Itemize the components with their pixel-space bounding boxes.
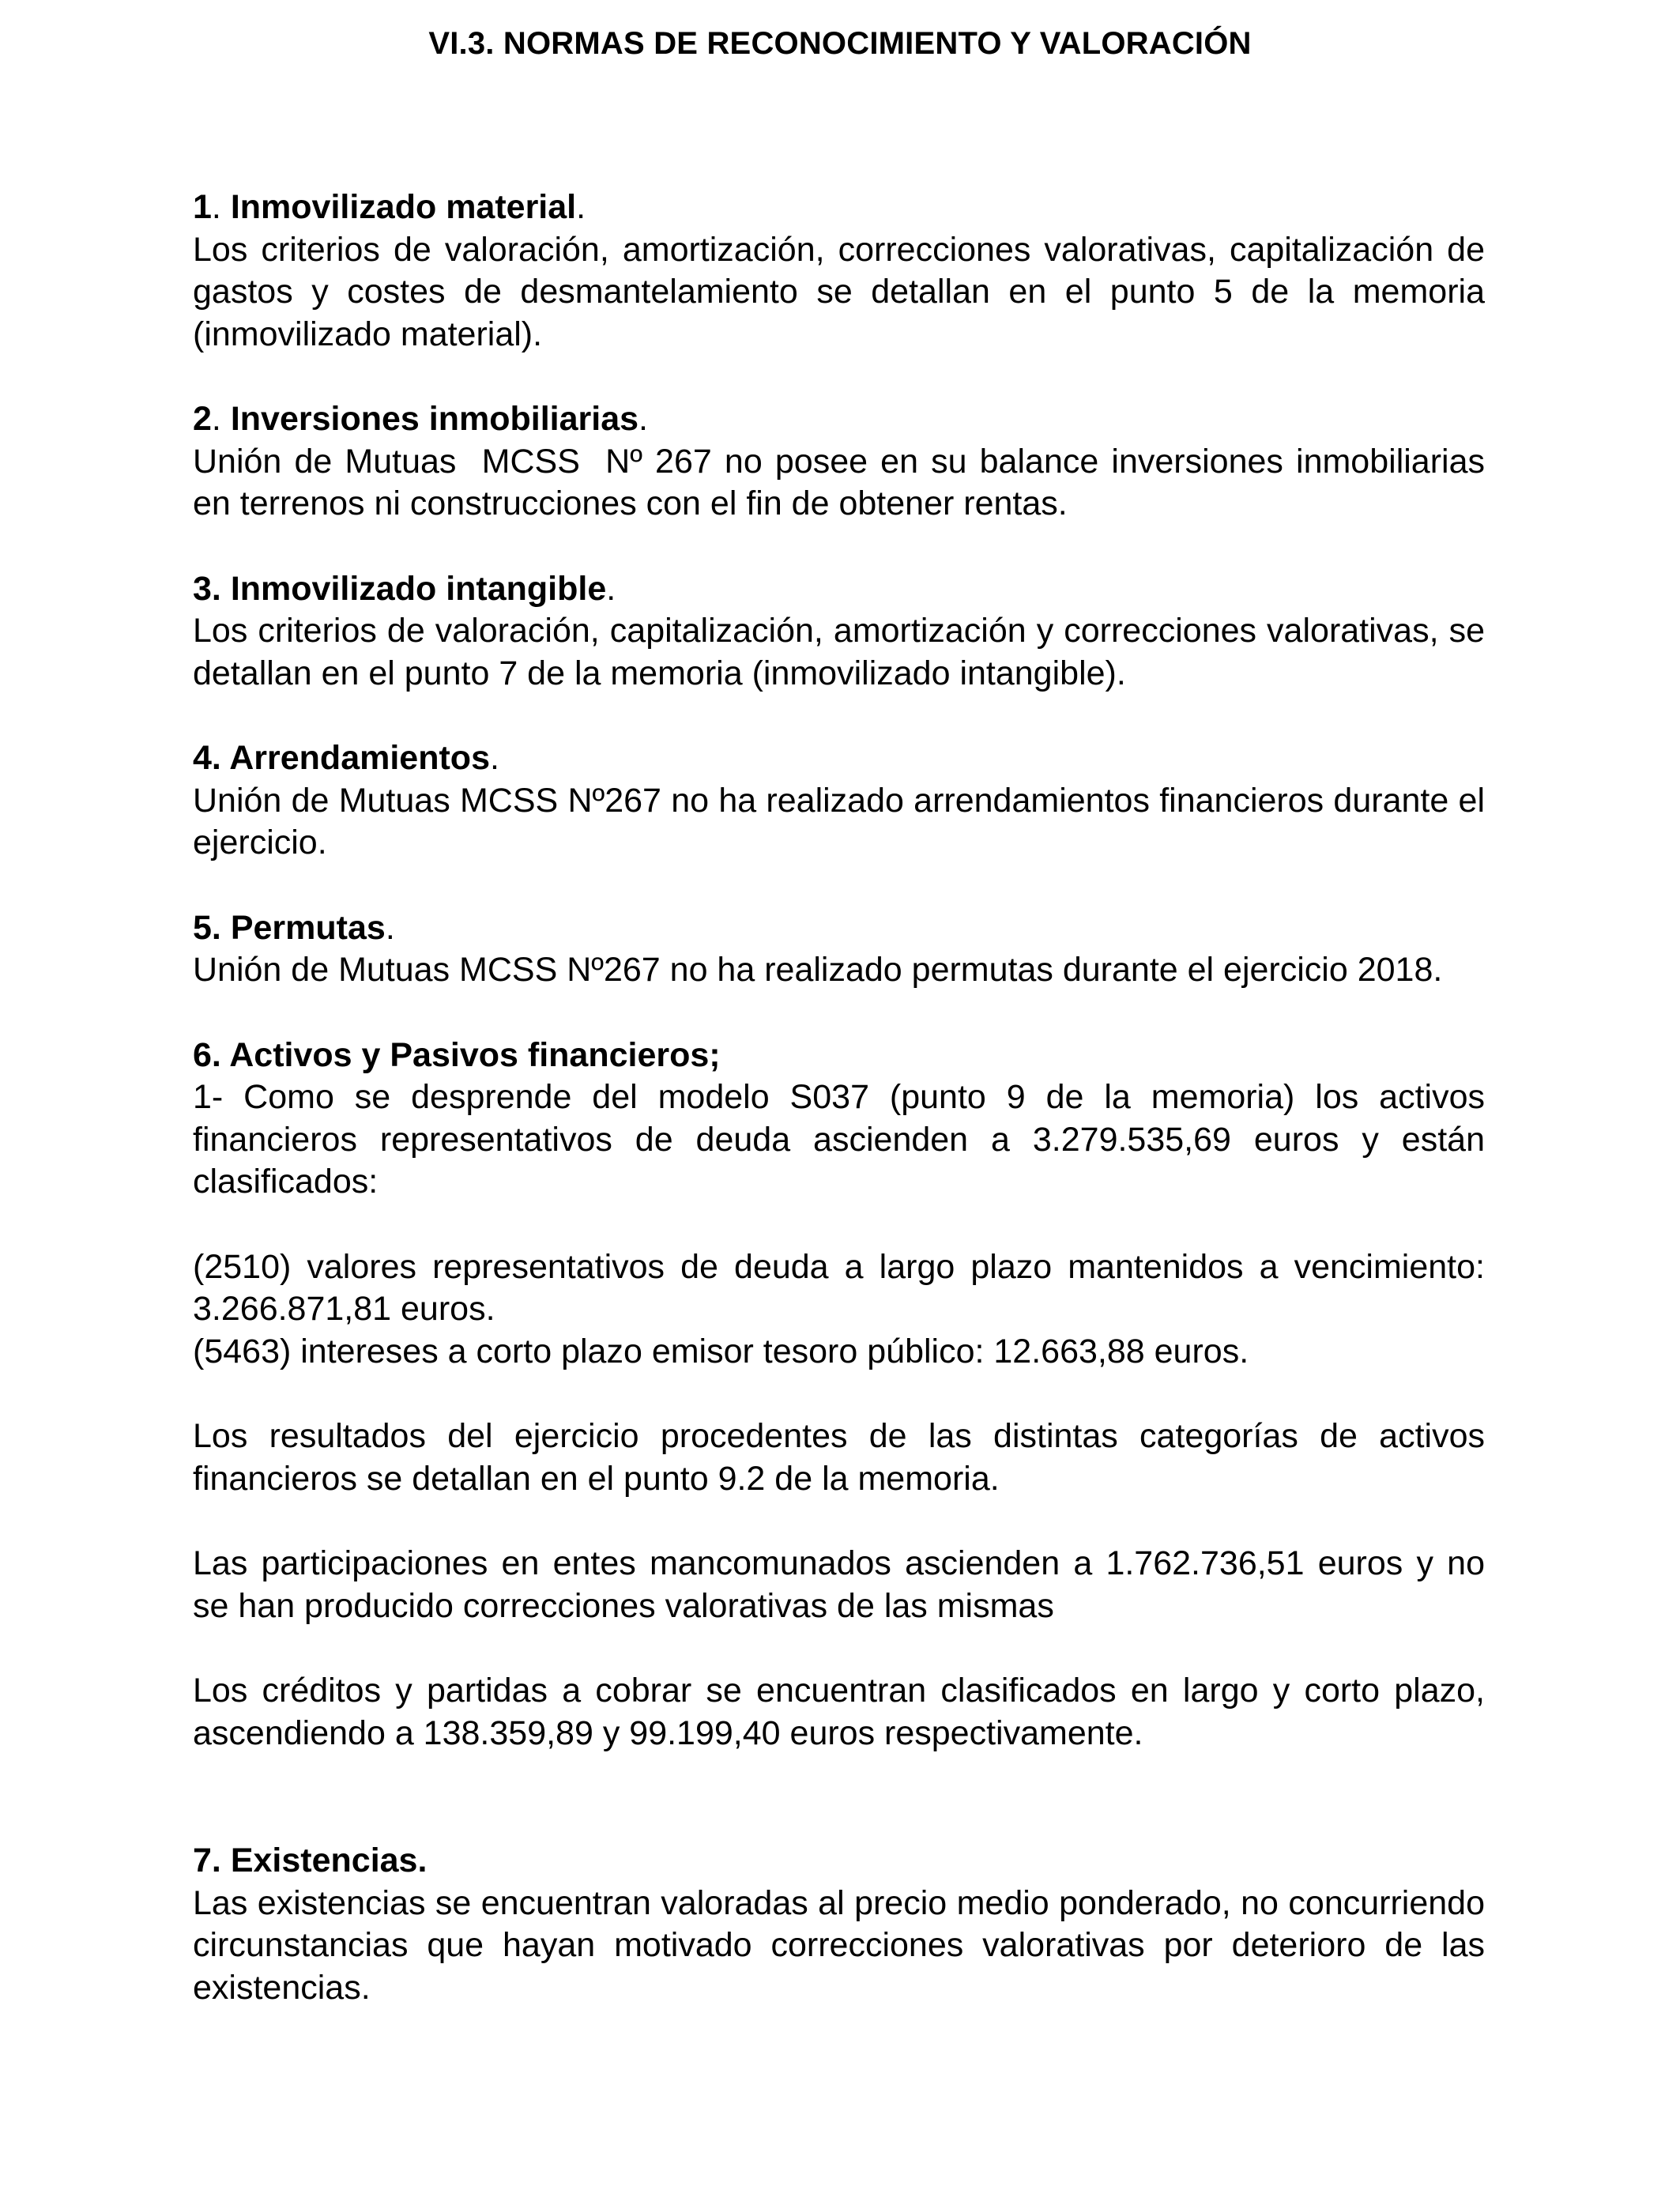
section-number: 6 bbox=[193, 1035, 212, 1074]
section-heading: 2. Inversiones inmobiliarias. bbox=[193, 400, 648, 438]
section-heading: 7. Existencias. bbox=[193, 1842, 428, 1879]
section-number: 1 bbox=[193, 188, 212, 226]
section-paragraph: Los criterios de valoración, amortización, correcciones valorativas, capitalización de gastos y costes de desmantelamiento se detallan en el punto 5 de la memoria (inmovilizado material). bbox=[193, 230, 1485, 353]
section-paragraph: Los créditos y partidas a cobrar se encuentran clasificados en largo y corto plazo, ascendiendo a 138.359,89 y 99.199,40 euros respectivamente. bbox=[193, 1672, 1485, 1752]
page-title: VI.3. NORMAS DE RECONOCIMIENTO Y VALORACIÓN bbox=[428, 26, 1252, 61]
section-title: Arrendamientos bbox=[229, 739, 490, 777]
section-paragraph: Los resultados del ejercicio procedentes de las distintas categorías de activos financieros se detallan en el punto 9.2 de la memoria. bbox=[193, 1417, 1485, 1498]
section-existencias bbox=[193, 1840, 1485, 2009]
section-paragraph: Las participaciones en entes mancomunados ascienden a 1.762.736,51 euros y no se han producido correcciones valorativas de las mismas bbox=[193, 1544, 1485, 1625]
section-heading: 5. Permutas. bbox=[193, 908, 395, 947]
section-paragraph: Los criterios de valoración, capitalización, amortización y correcciones valorativas, se detallan en el punto 7 de la memoria (inmovilizado intangible). bbox=[193, 612, 1485, 692]
section-number: 3 bbox=[193, 569, 212, 608]
section-paragraph: Unión de Mutuas MCSS Nº 267 no posee en su balance inversiones inmobiliarias en terrenos ni construcciones con el fin de obtener rentas. bbox=[193, 442, 1494, 522]
section-title: Inversiones inmobiliarias bbox=[230, 400, 639, 438]
section-title: Inmovilizado intangible bbox=[230, 569, 607, 608]
section-inmovilizado-material bbox=[193, 187, 1485, 356]
section-heading: 6. Activos y Pasivos financieros; bbox=[193, 1035, 721, 1074]
section-number: 4 bbox=[193, 739, 212, 777]
section-inmovilizado-intangible bbox=[193, 568, 1485, 696]
section-title: Activos y Pasivos financieros; bbox=[229, 1035, 721, 1074]
section-heading: 1. Inmovilizado material. bbox=[193, 188, 586, 226]
section-title: Permutas bbox=[230, 908, 386, 947]
section-number: 5 bbox=[193, 908, 212, 947]
section-title: Inmovilizado material bbox=[230, 188, 577, 226]
document-body bbox=[193, 187, 1513, 2009]
section-heading: 3. Inmovilizado intangible. bbox=[193, 569, 616, 608]
section-paragraph: 1- Como se desprende del modelo S037 (punto 9 de la memoria) los activos financieros representativos de deuda ascienden a 3.279.535,69 euros y están clasificados: bbox=[193, 1078, 1485, 1201]
section-permutas bbox=[193, 907, 1485, 992]
section-paragraph: Unión de Mutuas MCSS Nº267 no ha realizado arrendamientos financieros durante el ejercicio. bbox=[193, 781, 1485, 861]
section-arrendamientos bbox=[193, 737, 1485, 865]
section-paragraph: Las existencias se encuentran valoradas al precio medio ponderado, no concurriendo circunstancias que hayan motivado correcciones valorativas por deterioro de las existencias. bbox=[193, 1883, 1485, 2007]
section-activos-pasivos-financieros bbox=[193, 1035, 1513, 1755]
section-title: Existencias. bbox=[230, 1842, 428, 1879]
section-paragraph: (2510) valores representativos de deuda a largo plazo mantenidos a vencimiento: 3.266.871,81 euros. bbox=[193, 1247, 1513, 1328]
section-number: 7 bbox=[193, 1842, 212, 1879]
section-heading: 4. Arrendamientos. bbox=[193, 739, 499, 777]
section-paragraph: Unión de Mutuas MCSS Nº267 no ha realizado permutas durante el ejercicio 2018. bbox=[193, 951, 1443, 989]
section-number: 2 bbox=[193, 400, 212, 438]
section-inversiones-inmobiliarias bbox=[193, 398, 1494, 526]
section-paragraph: (5463) intereses a corto plazo emisor tesoro público: 12.663,88 euros. bbox=[193, 1332, 1249, 1370]
